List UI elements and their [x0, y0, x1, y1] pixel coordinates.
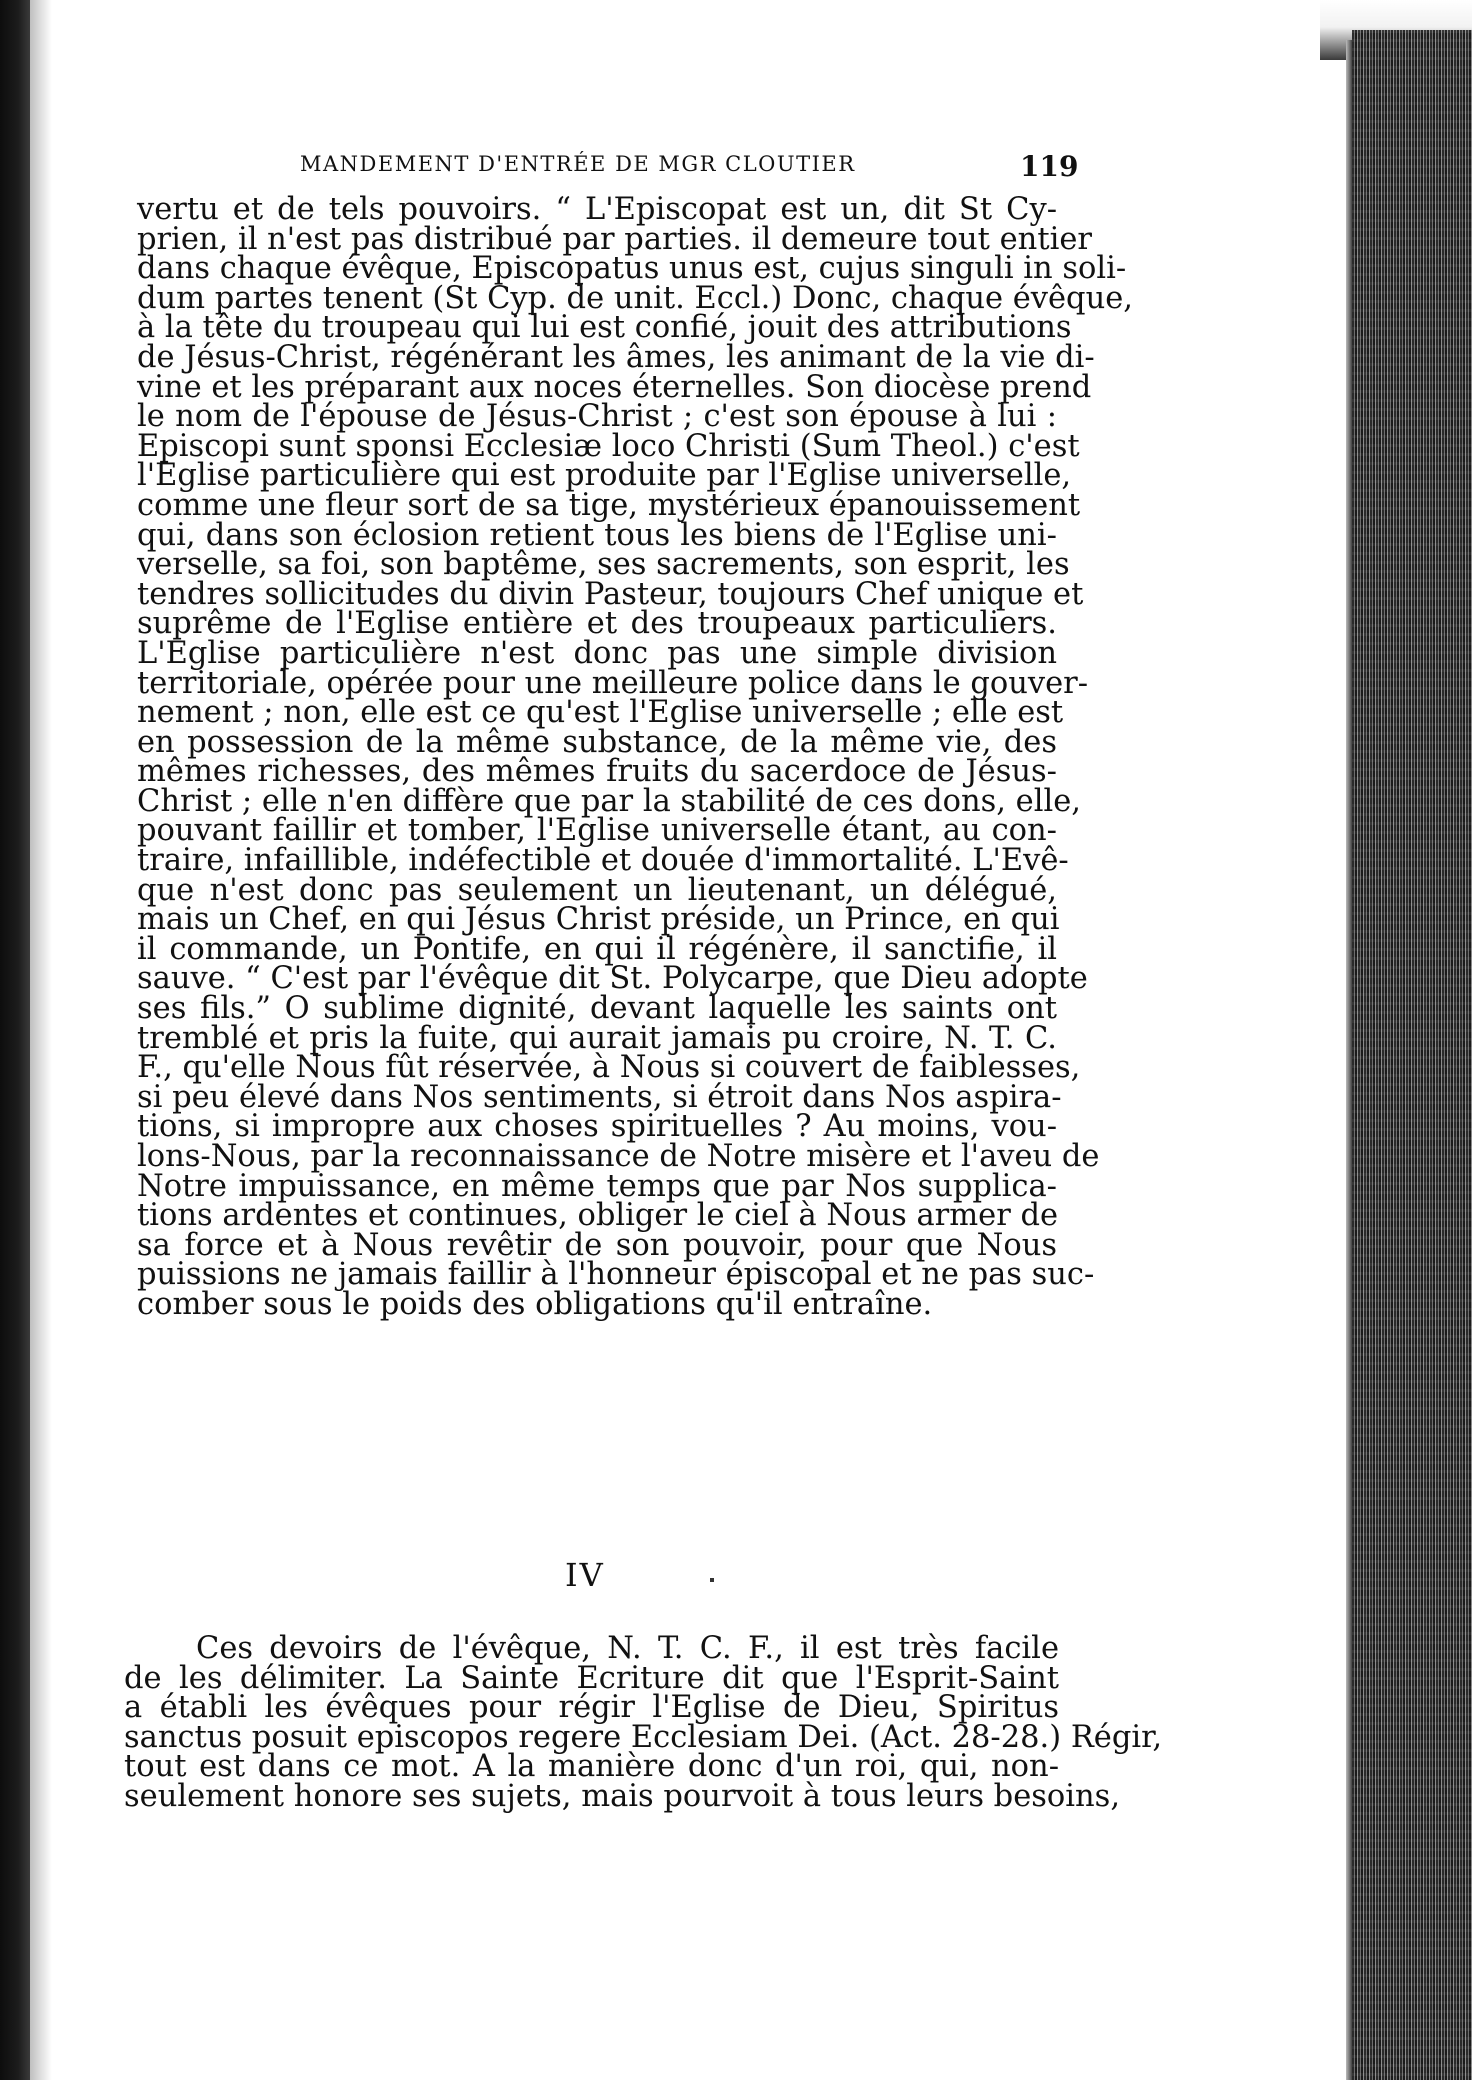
text-line: de les délimiter. La Sainte Ecriture dit que l'Esprit-Saint	[124, 1660, 1059, 1696]
print-speck	[710, 1578, 714, 1582]
text-line: verselle, sa foi, son baptême, ses sacrements, son esprit, les	[137, 547, 1070, 583]
text-line: le nom de l'épouse de Jésus-Christ ; c'est son épouse à lui :	[137, 399, 1057, 435]
text-line: seulement honore ses sujets, mais pourvoit à tous leurs besoins,	[124, 1778, 1121, 1814]
page-stack-edges	[1352, 30, 1472, 2080]
text-line: prien, il n'est pas distribué par parties. il demeure tout entier	[137, 221, 1092, 257]
text-line: traire, infaillible, indéfectible et douée d'immortalité. L'Evê-	[137, 843, 1069, 879]
text-line: sa force et à Nous revêtir de son pouvoir, pour que Nous	[137, 1227, 1057, 1263]
text-line: a établi les évêques pour régir l'Eglise de Dieu, Spiritus	[124, 1690, 1059, 1726]
text-line: tions ardentes et continues, obliger le ciel à Nous armer de	[137, 1198, 1059, 1234]
text-line: mais un Chef, en qui Jésus Christ préside, un Prince, en qui	[137, 902, 1060, 938]
book-gutter-left	[0, 0, 30, 2080]
text-line: territoriale, opérée pour une meilleure police dans le gouver-	[137, 665, 1089, 701]
gutter-shadow	[30, 0, 52, 2080]
text-line: vine et les préparant aux noces éternelles. Son diocèse prend	[137, 369, 1092, 405]
text-line: en possession de la même substance, de la même vie, des	[137, 724, 1057, 760]
text-line: ses fils.” O sublime dignité, devant laquelle les saints ont	[137, 991, 1057, 1027]
text-line: sauve. “ C'est par l'évêque dit St. Polycarpe, que Dieu adopte	[137, 961, 1088, 997]
text-line: il commande, un Pontife, en qui il régénère, il sanctifie, il	[137, 931, 1057, 967]
text-line: comber sous le poids des obligations qu'il entraîne.	[137, 1286, 933, 1322]
text-line: pouvant faillir et tomber, l'Eglise universelle étant, au con-	[137, 813, 1057, 849]
text-line: l'Eglise particulière qui est produite par l'Eglise universelle,	[137, 458, 1072, 494]
section-paragraph	[124, 1631, 1163, 1814]
text-line: de Jésus-Christ, régénérant les âmes, les animant de la vie di-	[137, 339, 1095, 375]
text-line: tendres sollicitudes du divin Pasteur, toujours Chef unique et	[137, 576, 1084, 612]
text-line: Christ ; elle n'en diffère que par la stabilité de ces dons, elle,	[137, 783, 1081, 819]
text-line: sanctus posuit episcopos regere Ecclesiam Dei. (Act. 28-28.) Régir,	[124, 1719, 1163, 1755]
text-line: puissions ne jamais faillir à l'honneur épiscopal et ne pas suc-	[137, 1257, 1095, 1293]
text-line: Notre impuissance, en même temps que par Nos supplica-	[137, 1168, 1057, 1204]
text-line: que n'est donc pas seulement un lieutenant, un délégué,	[137, 872, 1057, 908]
text-line: si peu élevé dans Nos sentiments, si étroit dans Nos aspira-	[137, 1079, 1062, 1115]
text-line: lons-Nous, par la reconnaissance de Notre misère et l'aveu de	[137, 1139, 1100, 1174]
section-heading: IV	[565, 1556, 605, 1594]
text-line: Ces devoirs de l'évêque, N. T. C. F., il est très facile	[196, 1631, 1059, 1666]
text-line: mêmes richesses, des mêmes fruits du sacerdoce de Jésus-	[137, 754, 1057, 790]
text-line: F., qu'elle Nous fût réservée, à Nous si couvert de faiblesses,	[137, 1050, 1081, 1086]
page-number: 119	[1020, 150, 1079, 183]
text-line: nement ; non, elle est ce qu'est l'Eglise universelle ; elle est	[137, 695, 1064, 731]
text-line: tremblé et pris la fuite, qui aurait jamais pu croire, N. T. C.	[137, 1020, 1057, 1056]
text-line: tions, si impropre aux choses spirituelles ? Au moins, vou-	[137, 1109, 1057, 1145]
text-line: comme une fleur sort de sa tige, mystérieux épanouissement	[137, 487, 1081, 523]
text-line: suprême de l'Eglise entière et des troupeaux particuliers.	[137, 606, 1057, 642]
text-line: dans chaque évêque, Episcopatus unus est, cujus singuli in soli-	[137, 251, 1127, 287]
text-line: à la tête du troupeau qui lui est confié, jouit des attributions	[137, 310, 1072, 346]
text-line: Episcopi sunt sponsi Ecclesiæ loco Christi (Sum Theol.) c'est	[137, 428, 1080, 464]
main-paragraph	[137, 192, 1133, 1322]
running-header: MANDEMENT D'ENTRÉE DE MGR CLOUTIER	[300, 152, 856, 176]
text-line: tout est dans ce mot. A la manière donc d'un roi, qui, non-	[124, 1749, 1059, 1785]
text-line: qui, dans son éclosion retient tous les biens de l'Eglise uni-	[137, 517, 1057, 553]
text-line: vertu et de tels pouvoirs. “ L'Episcopat est un, dit St Cy-	[137, 192, 1057, 227]
text-line: L'Eglise particulière n'est donc pas une simple division	[137, 635, 1057, 671]
text-line: dum partes tenent (St Cyp. de unit. Eccl.) Donc, chaque évêque,	[137, 280, 1133, 316]
